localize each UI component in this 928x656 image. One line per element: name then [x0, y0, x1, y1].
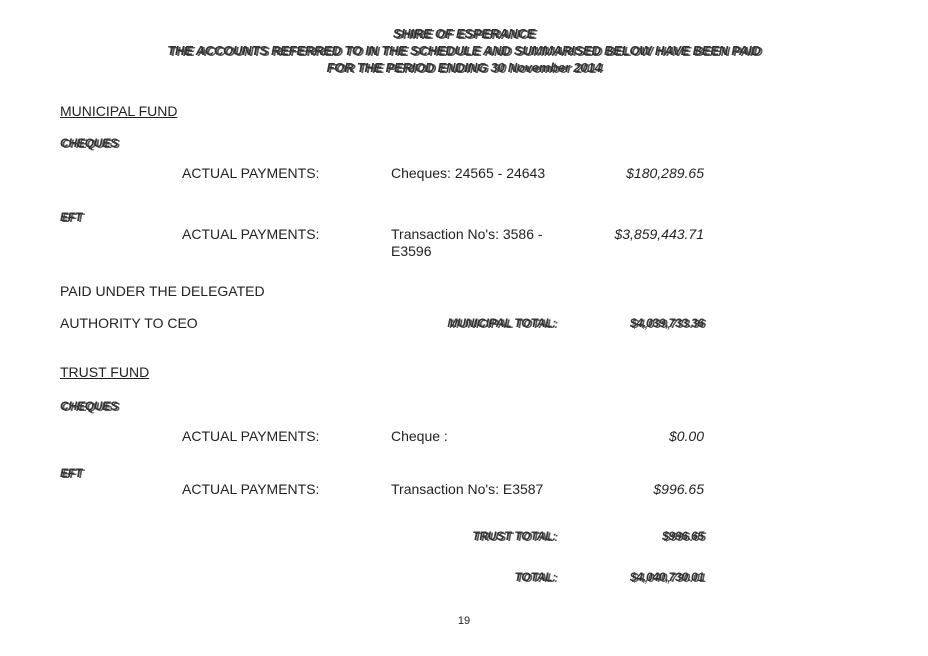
- document-period: FOR THE PERIOD ENDING 30 November 2014: [326, 60, 602, 75]
- municipal-cheques-label: CHEQUES: [60, 136, 118, 150]
- grand-total-label: TOTAL:: [514, 570, 556, 584]
- trust-eft-transactions: Transaction No's: E3587: [391, 481, 544, 497]
- municipal-fund-heading: MUNICIPAL FUND: [60, 103, 178, 119]
- trust-eft-amount: $996.65: [653, 481, 704, 497]
- document-title: SHIRE OF ESPERANCE: [392, 26, 536, 41]
- trust-total-label: TRUST TOTAL:: [472, 529, 556, 543]
- municipal-total-label: MUNICIPAL TOTAL:: [447, 316, 556, 330]
- trust-fund-heading: TRUST FUND: [60, 364, 150, 380]
- trust-cheques-payments-label: ACTUAL PAYMENTS:: [182, 428, 320, 444]
- trust-cheque-description: Cheque :: [391, 428, 448, 444]
- trust-cheques-label: CHEQUES: [60, 399, 118, 413]
- municipal-cheques-payments-label: ACTUAL PAYMENTS:: [182, 165, 320, 181]
- trust-eft-payments-label: ACTUAL PAYMENTS:: [182, 481, 320, 497]
- trust-eft-label: EFT: [60, 466, 83, 480]
- municipal-total-value: $4,039,733.36: [629, 316, 704, 330]
- trust-total-value: $996.65: [662, 529, 704, 543]
- municipal-eft-transactions-line1: Transaction No's: 3586 -: [391, 226, 543, 242]
- trust-cheques-amount: $0.00: [668, 428, 704, 444]
- municipal-cheques-amount: $180,289.65: [626, 165, 704, 181]
- delegated-authority-line1: PAID UNDER THE DELEGATED: [60, 283, 265, 299]
- municipal-eft-transactions-line2: E3596: [391, 243, 432, 259]
- document-subtitle: THE ACCOUNTS REFERRED TO IN THE SCHEDULE AND SUMMARISED BELOW HAVE BEEN PAID: [167, 43, 761, 58]
- page-number: 19: [457, 615, 471, 627]
- municipal-eft-amount: $3,859,443.71: [614, 226, 704, 242]
- municipal-cheques-range: Cheques: 24565 - 24643: [391, 165, 546, 181]
- grand-total-value: $4,040,730.01: [629, 570, 704, 584]
- municipal-eft-label: EFT: [60, 210, 83, 224]
- municipal-eft-payments-label: ACTUAL PAYMENTS:: [182, 226, 320, 242]
- delegated-authority-line2: AUTHORITY TO CEO: [60, 315, 198, 331]
